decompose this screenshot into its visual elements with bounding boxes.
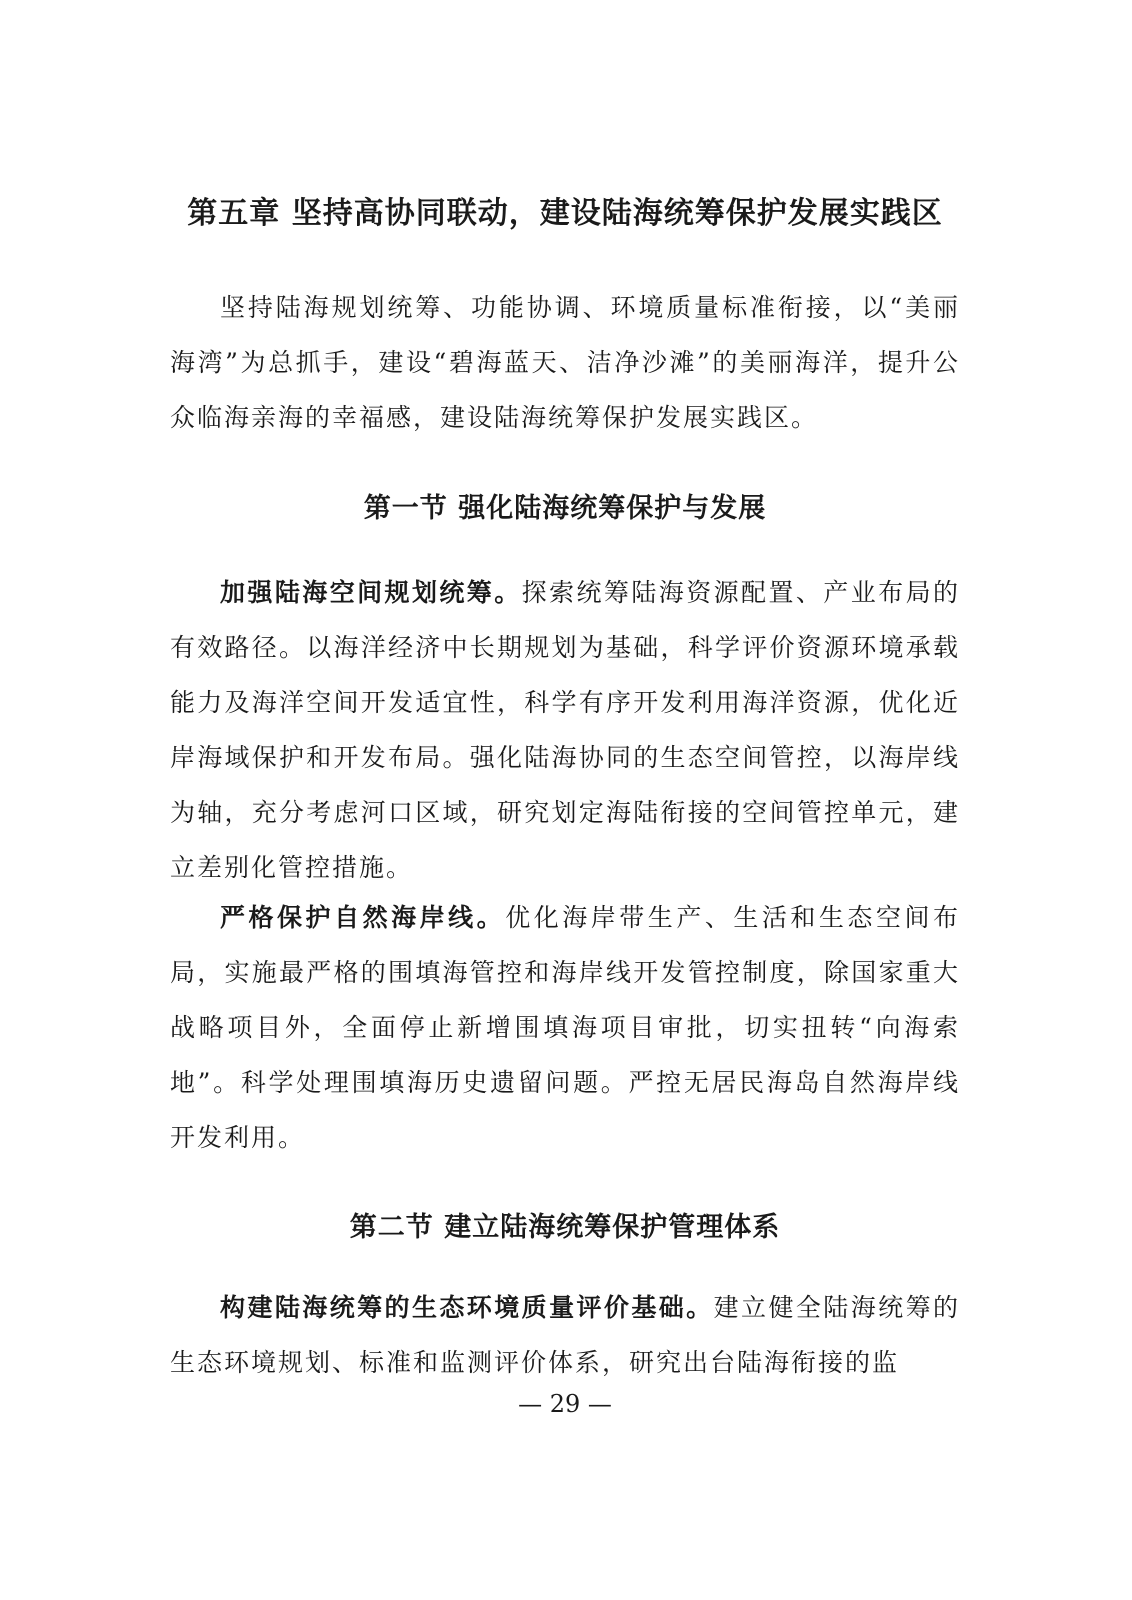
paragraph-evaluation-basis xyxy=(170,1280,960,1390)
paragraph-body: 探索统筹陆海资源配置、产业布局的有效路径。以海洋经济中长期规划为基础，科学评价资源环境承载能力及海洋空间开发适宜性，科学有序开发利用海洋资源，优化近岸海域保护和开发布局。强化陆海协同的生态空间管控，以海岸线为轴，充分考虑河口区域，研究划定海陆衔接的空间管控单元，建立差别化管控措施。 xyxy=(170,578,960,882)
page-number: — 29 — xyxy=(518,1390,612,1418)
paragraph-spatial-planning xyxy=(170,565,960,895)
paragraph-body: 建立健全陆海统筹的生态环境规划、标准和监测评价体系，研究出台陆海衔接的监 xyxy=(170,1293,960,1377)
section-title-1: 第一节 强化陆海统筹保护与发展 xyxy=(363,493,767,524)
paragraph-lead: 构建陆海统筹的生态环境质量评价基础。 xyxy=(220,1293,714,1322)
paragraph-body: 优化海岸带生产、生活和生态空间布局，实施最严格的围填海管控和海岸线开发管控制度，除国家重大战略项目外，全面停止新增围填海项目审批，切实扭转“向海索地”。科学处理围填海历史遗留问题。严控无居民海岛自然海岸线开发利用。 xyxy=(170,903,960,1152)
section-title-2: 第二节 建立陆海统筹保护管理体系 xyxy=(349,1212,781,1243)
paragraph-coastline-protection xyxy=(170,890,960,1165)
paragraph-lead: 严格保护自然海岸线。 xyxy=(220,903,506,932)
chapter-intro-paragraph: 坚持陆海规划统筹、功能协调、环境质量标准衔接，以“美丽海湾”为总抓手，建设“碧海蓝天、洁净沙滩”的美丽海洋，提升公众临海亲海的幸福感，建设陆海统筹保护发展实践区。 xyxy=(170,293,960,432)
chapter-title: 第五章 坚持高协同联动，建设陆海统筹保护发展实践区 xyxy=(187,196,943,231)
paragraph-lead: 加强陆海空间规划统筹。 xyxy=(220,578,522,607)
document-page xyxy=(170,0,960,1600)
